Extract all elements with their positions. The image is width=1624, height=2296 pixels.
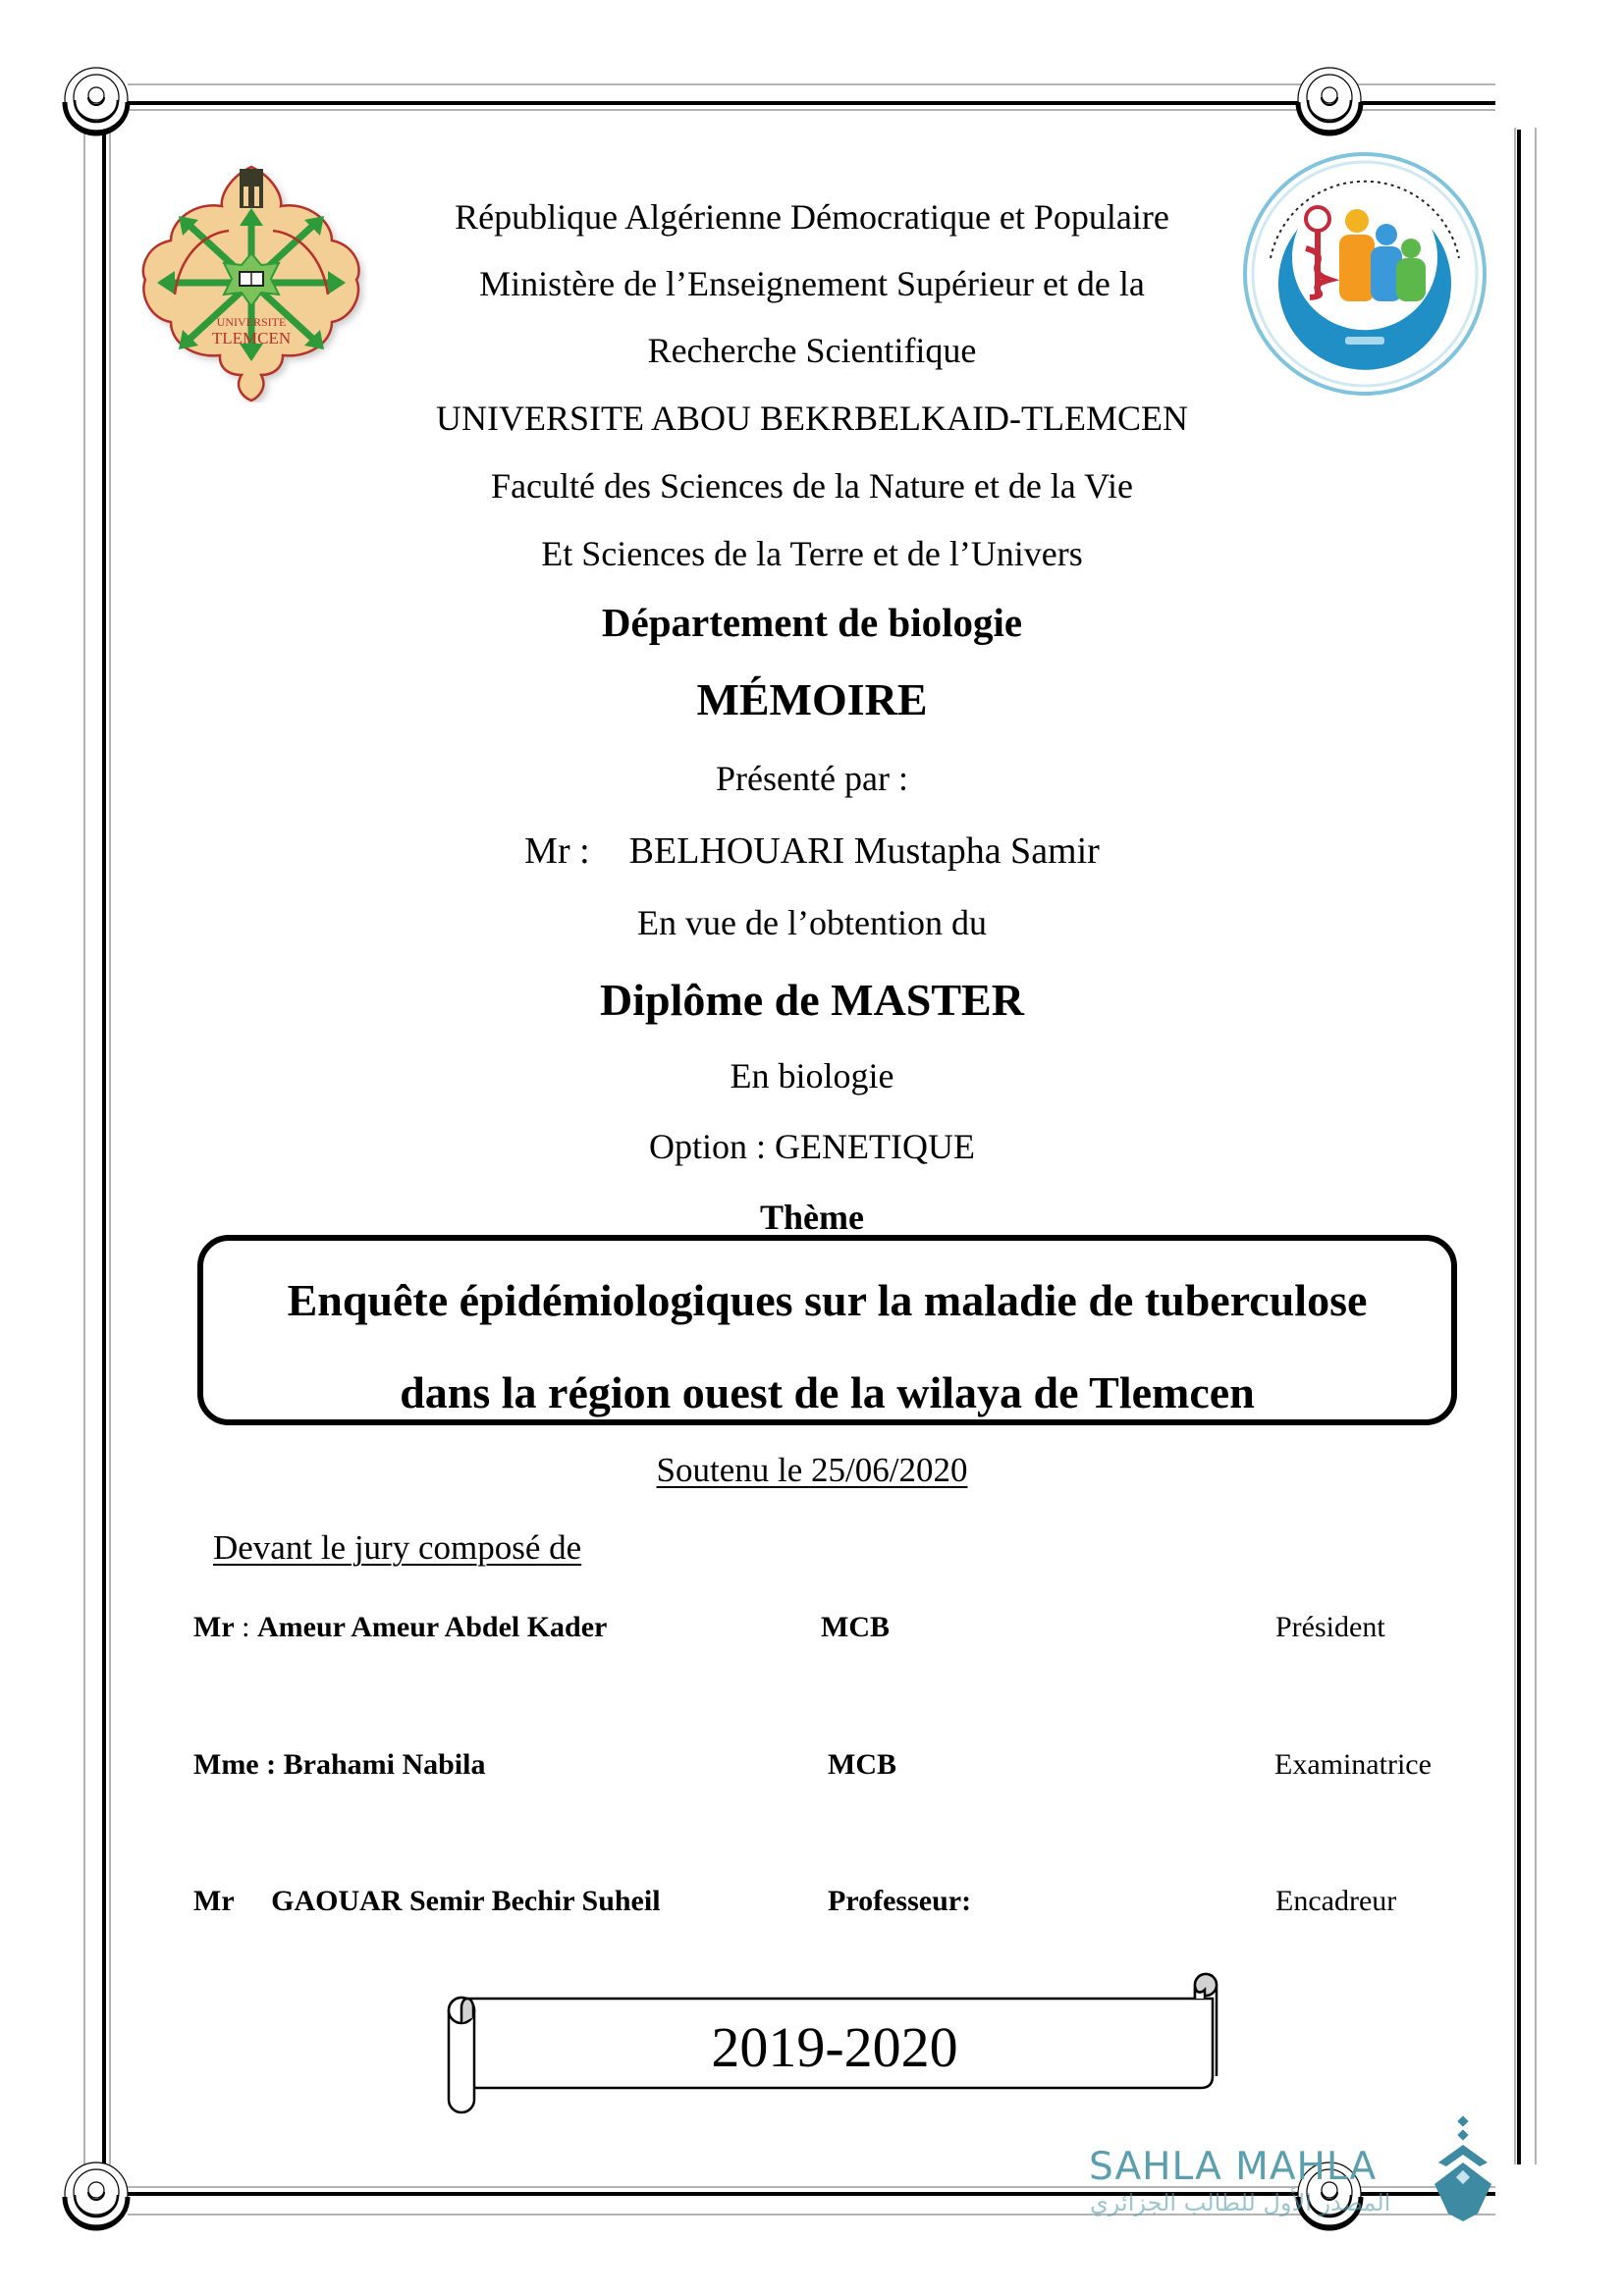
- department-title: Département de biologie: [601, 600, 1023, 645]
- academic-year-scroll: [442, 1968, 1227, 2120]
- header-ministry-cont: Recherche Scientifique: [647, 331, 977, 370]
- theme-label: Thème: [760, 1198, 864, 1237]
- watermark-logo: [1429, 2115, 1497, 2223]
- corner-medallion-icon: [65, 68, 128, 133]
- presented-by-label: Présenté par :: [716, 759, 908, 798]
- academic-year: 2019-2020: [711, 2015, 958, 2079]
- jury-member-role: Président: [1275, 1611, 1385, 1643]
- field-label: En biologie: [730, 1056, 894, 1095]
- svg-text:TLEMCEN: TLEMCEN: [211, 329, 292, 347]
- defense-date-text: Soutenu le 25/06/2020: [656, 1451, 968, 1489]
- author-name: BELHOUARI Mustapha Samir: [628, 830, 1100, 872]
- header-university: UNIVERSITE ABOU BEKRBELKAID-TLEMCEN: [436, 399, 1188, 438]
- theme-title-line-2: dans la région ouest de la wilaya de Tlemcen: [400, 1367, 1255, 1417]
- memoire-title: MÉMOIRE: [696, 674, 928, 724]
- header-ministry: Ministère de l’Enseignement Supérieur et de la: [479, 264, 1145, 303]
- watermark-tagline: المصدر الأول للطالب الجزائري: [1090, 2189, 1391, 2216]
- jury-member-grade: MCB: [821, 1611, 890, 1643]
- jury-name: Ameur Ameur Abdel Kader: [256, 1611, 608, 1643]
- jury-name: GAOUAR Semir Bechir Suheil: [271, 1885, 661, 1917]
- header-faculty-cont: Et Sciences de la Terre et de l’Univers: [541, 534, 1083, 573]
- theme-box: [197, 1235, 1457, 1425]
- jury-member-name: Mr : Ameur Ameur Abdel Kader: [193, 1611, 608, 1643]
- diploma-title: Diplôme de MASTER: [600, 975, 1024, 1025]
- author-prefix: Mr :: [524, 830, 590, 872]
- jury-member-name: Mme : Brahami Nabila: [193, 1748, 486, 1781]
- jury-member-role: Examinatrice: [1274, 1748, 1432, 1781]
- option-label: Option : GENETIQUE: [649, 1127, 975, 1166]
- defense-date: [0, 1453, 1624, 1487]
- header-republic: République Algérienne Démocratique et Populaire: [455, 197, 1169, 237]
- jury-member-name: Mr GAOUAR Semir Bechir Suheil: [193, 1885, 661, 1917]
- author-line: [0, 832, 1624, 870]
- jury-member-grade: MCB: [828, 1748, 896, 1781]
- jury-member-grade: Professeur:: [828, 1885, 972, 1917]
- jury-name: Brahami Nabila: [283, 1748, 486, 1781]
- sahla-mahla-logo-icon: [1429, 2115, 1497, 2223]
- in-view-label: En vue de l’obtention du: [637, 903, 987, 942]
- watermark-brand: SAHLA MAHLA: [1089, 2145, 1378, 2189]
- theme-title-line-1: Enquête épidémiologiques sur la maladie de tuberculose: [287, 1275, 1368, 1325]
- svg-text:UNIVERSITE: UNIVERSITE: [216, 315, 287, 329]
- header-faculty: Faculté des Sciences de la Nature et de la Vie: [491, 466, 1133, 506]
- jury-intro: Devant le jury composé de: [213, 1528, 582, 1567]
- jury-member-role: Encadreur: [1275, 1885, 1397, 1917]
